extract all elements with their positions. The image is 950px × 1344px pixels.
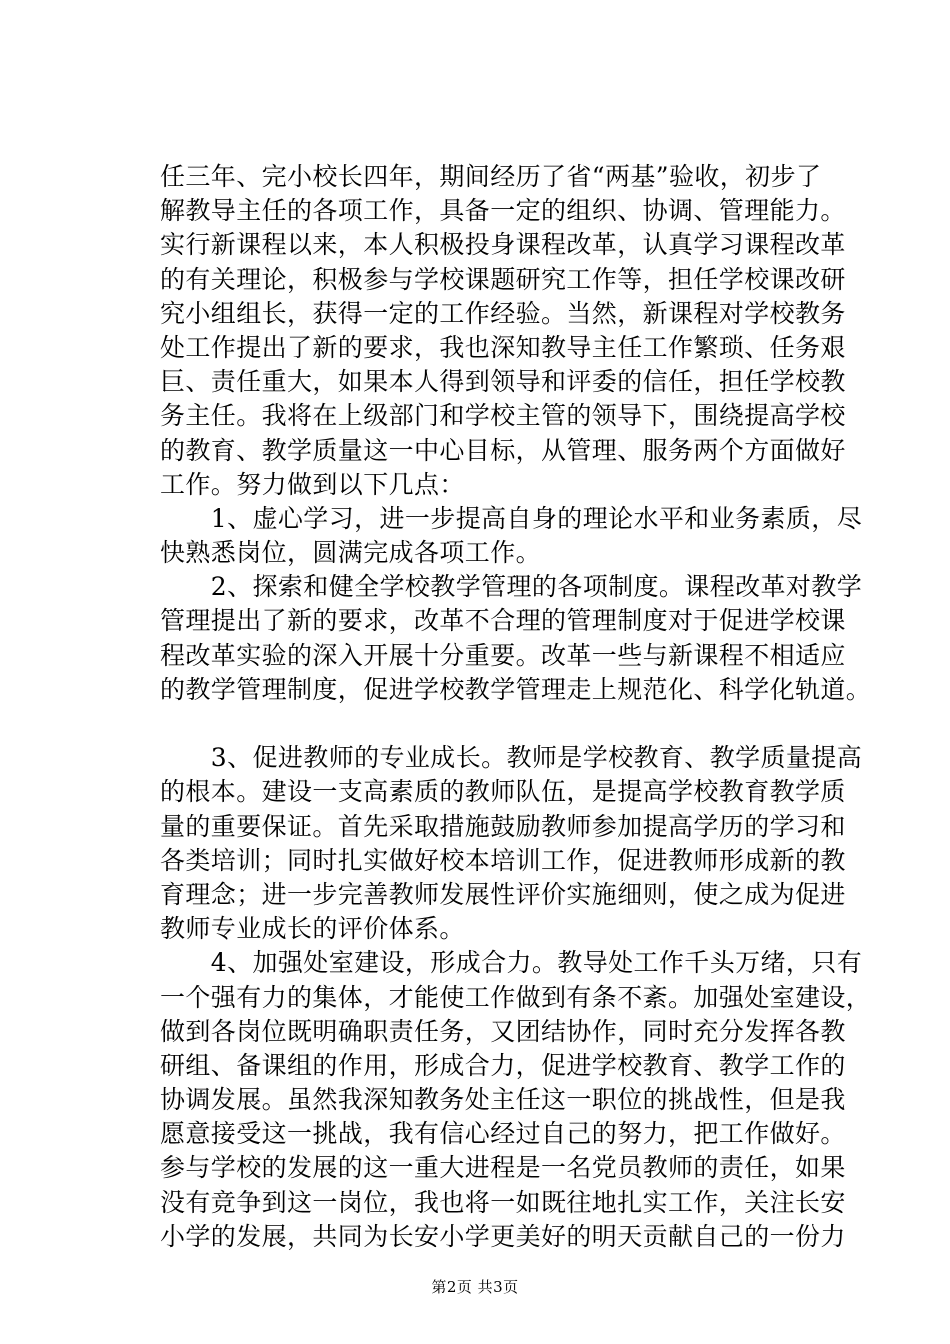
text-line: 没有竞争到这一岗位，我也将一如既往地扎实工作，关注长安	[160, 1187, 846, 1217]
paragraph-gap	[160, 707, 850, 741]
text-line: 2、探索和健全学校教学管理的各项制度。课程改革对教学	[160, 572, 863, 602]
text-line: 3、促进教师的专业成长。教师是学校教育、教学质量提高	[160, 743, 863, 773]
text-line: 参与学校的发展的这一重大进程是一名党员教师的责任，如果	[160, 1153, 846, 1183]
text-line: 究小组组长，获得一定的工作经验。当然，新课程对学校教务	[160, 298, 846, 328]
text-line: 育理念；进一步完善教师发展性评价实施细则，使之成为促进	[160, 879, 846, 909]
text-line: 工作。努力做到以下几点：	[160, 469, 465, 499]
text-line: 程改革实验的深入开展十分重要。改革一些与新课程不相适应	[160, 640, 846, 670]
text-line: 一个强有力的集体，才能使工作做到有条不紊。加强处室建设，	[160, 982, 872, 1012]
text-line: 的根本。建设一支高素质的教师队伍，是提高学校教育教学质	[160, 777, 846, 807]
text-line: 量的重要保证。首先采取措施鼓励教师参加提高学历的学习和	[160, 811, 846, 841]
text-line: 处工作提出了新的要求，我也深知教导主任工作繁琐、任务艰	[160, 332, 846, 362]
text-line: 做到各岗位既明确职责任务，又团结协作，同时充分发挥各教	[160, 1016, 846, 1046]
text-line: 教师专业成长的评价体系。	[160, 914, 465, 944]
text-line: 任三年、完小校长四年，期间经历了省“两基”验收，初步了	[160, 162, 822, 191]
page-number-footer: 第2页 共3页	[431, 1278, 519, 1296]
text-line: 的有关理论，积极参与学校课题研究工作等，担任学校课改研	[160, 264, 846, 294]
text-line: 的教学管理制度，促进学校教学管理走上规范化、科学化轨道。	[160, 674, 872, 704]
text-line: 巨、责任重大，如果本人得到领导和评委的信任，担任学校教	[160, 367, 846, 397]
document-body	[160, 160, 872, 1254]
text-line: 务主任。我将在上级部门和学校主管的领导下，围绕提高学校	[160, 401, 846, 431]
text-line: 4、加强处室建设，形成合力。教导处工作千头万绪，只有	[160, 948, 863, 978]
text-line: 实行新课程以来，本人积极投身课程改革，认真学习课程改革	[160, 230, 846, 260]
text-line: 研组、备课组的作用，形成合力，促进学校教育、教学工作的	[160, 1050, 846, 1080]
text-line: 协调发展。虽然我深知教务处主任这一职位的挑战性，但是我	[160, 1085, 846, 1115]
text-line: 解教导主任的各项工作，具备一定的组织、协调、管理能力。	[160, 196, 846, 226]
text-line: 的教育、教学质量这一中心目标，从管理、服务两个方面做好	[160, 435, 846, 465]
text-line: 各类培训；同时扎实做好校本培训工作，促进教师形成新的教	[160, 845, 846, 875]
text-line: 1、虚心学习，进一步提高自身的理论水平和业务素质，尽	[160, 503, 863, 533]
text-line: 管理提出了新的要求，改革不合理的管理制度对于促进学校课	[160, 606, 846, 636]
text-line: 小学的发展，共同为长安小学更美好的明天贡献自己的一份力	[160, 1221, 846, 1251]
text-line: 快熟悉岗位，圆满完成各项工作。	[160, 538, 542, 568]
text-line: 愿意接受这一挑战，我有信心经过自己的努力，把工作做好。	[160, 1119, 846, 1149]
